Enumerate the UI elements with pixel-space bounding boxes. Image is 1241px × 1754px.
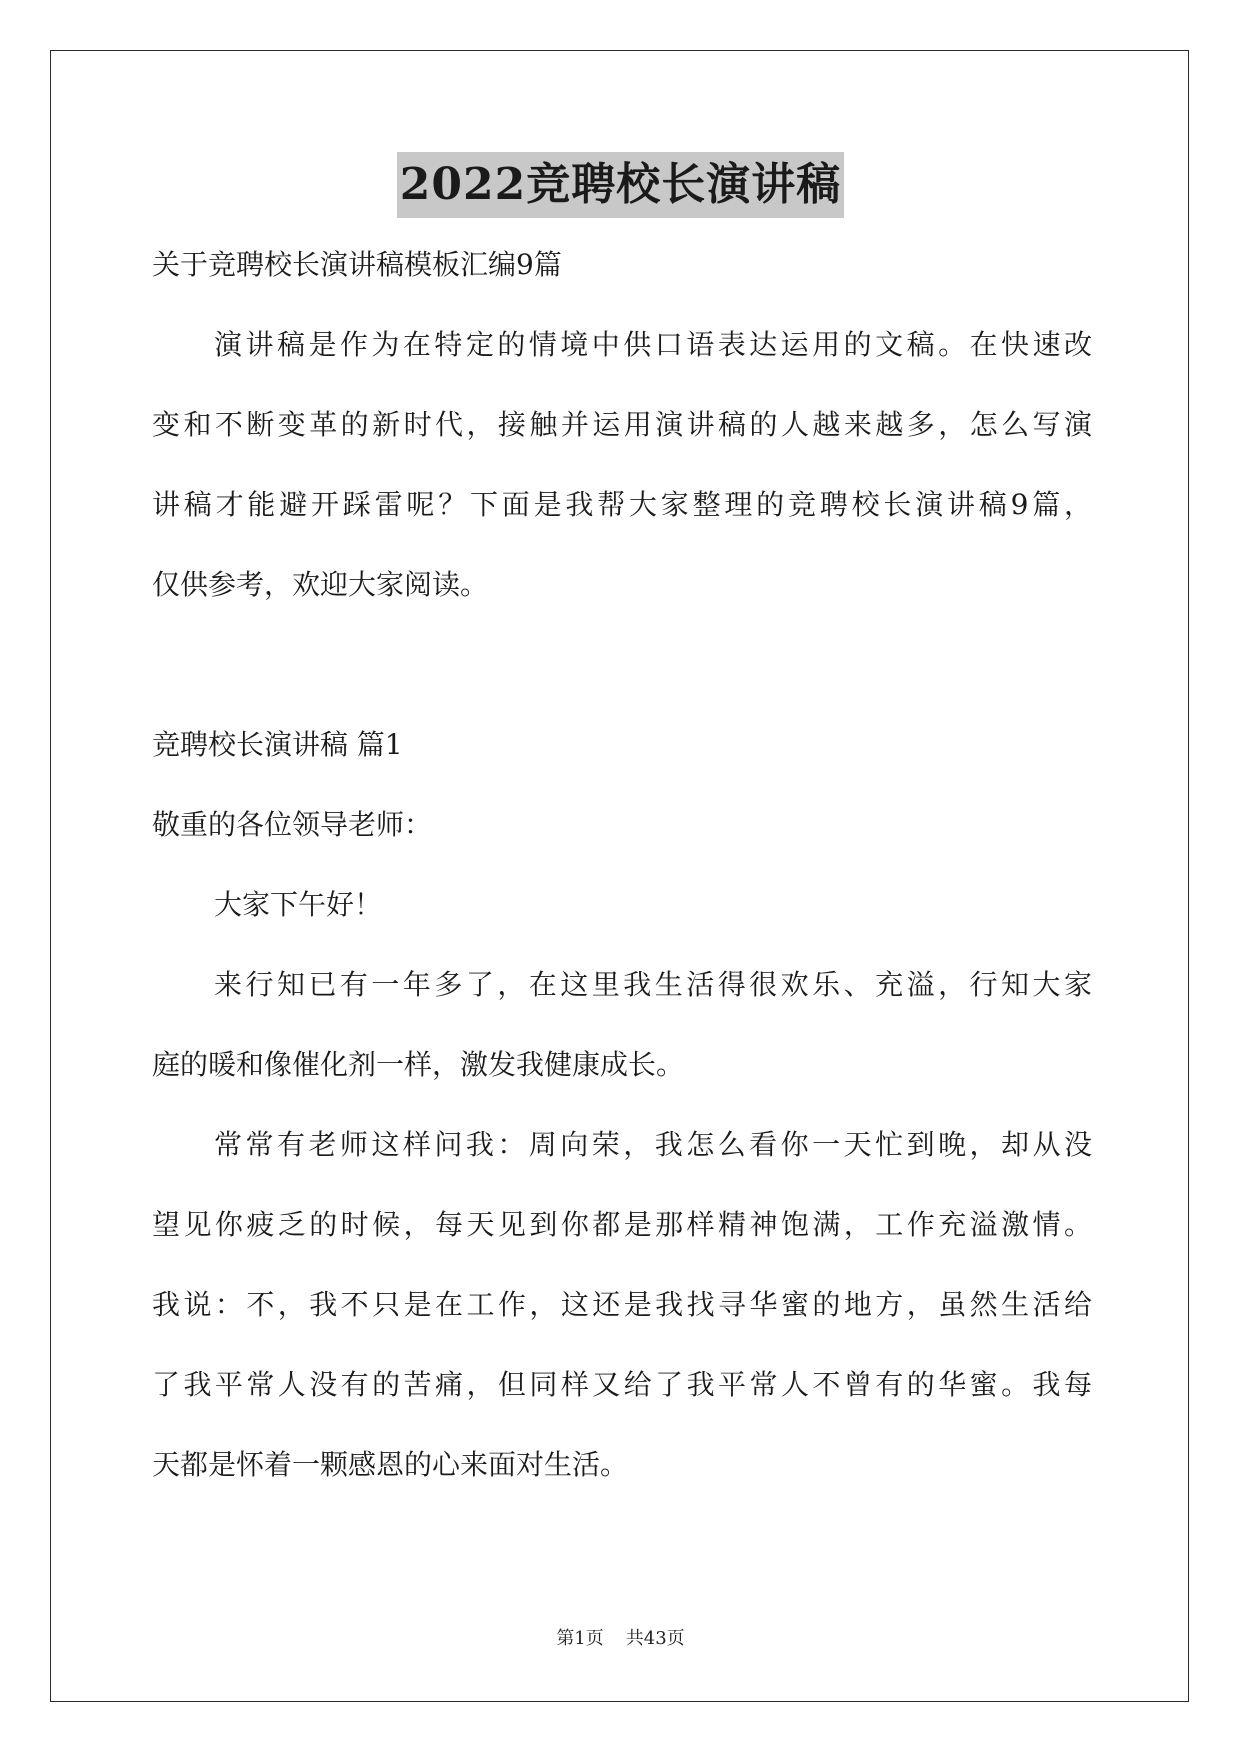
section-heading: 竞聘校长演讲稿 篇1 (152, 728, 403, 761)
intro-line-2: 变和不断变革的新时代，接触并运用演讲稿的人越来越多，怎么写演 (152, 408, 1092, 441)
intro-line-1: 演讲稿是作为在特定的情境中供口语表达运用的文稿。在快速改 (214, 328, 1092, 361)
page-total: 共43页 (625, 1628, 685, 1649)
page-number: 第1页 (556, 1628, 604, 1649)
document-subtitle: 关于竞聘校长演讲稿模板汇编9篇 (152, 248, 562, 281)
document-title: 2022竞聘校长演讲稿 (397, 152, 844, 218)
document-body (152, 225, 1092, 1505)
para2-line-4: 了我平常人没有的苦痛，但同样又给了我平常人不曾有的华蜜。我每 (152, 1368, 1092, 1401)
para1-line-1: 来行知已有一年多了，在这里我生活得很欢乐、充溢，行知大家 (214, 968, 1092, 1001)
greeting: 大家下午好！ (214, 888, 383, 921)
intro-line-3: 讲稿才能避开踩雷呢？下面是我帮大家整理的竞聘校长演讲稿9篇， (152, 488, 1092, 521)
section-spacer (152, 625, 1092, 705)
salutation: 敬重的各位领导老师： (152, 808, 433, 841)
page-footer (0, 1624, 1241, 1650)
para2-line-1: 常常有老师这样问我：周向荣，我怎么看你一天忙到晚，却从没 (214, 1128, 1092, 1161)
para2-line-3: 我说：不，我不只是在工作，这还是我找寻华蜜的地方，虽然生活给 (152, 1288, 1092, 1321)
para1-line-2: 庭的暖和像催化剂一样，激发我健康成长。 (152, 1048, 685, 1081)
title-block (0, 152, 1241, 218)
para2-line-5: 天都是怀着一颗感恩的心来面对生活。 (152, 1448, 629, 1481)
intro-line-4: 仅供参考，欢迎大家阅读。 (152, 568, 489, 601)
para2-line-2: 望见你疲乏的时候，每天见到你都是那样精神饱满，工作充溢激情。 (152, 1208, 1092, 1241)
